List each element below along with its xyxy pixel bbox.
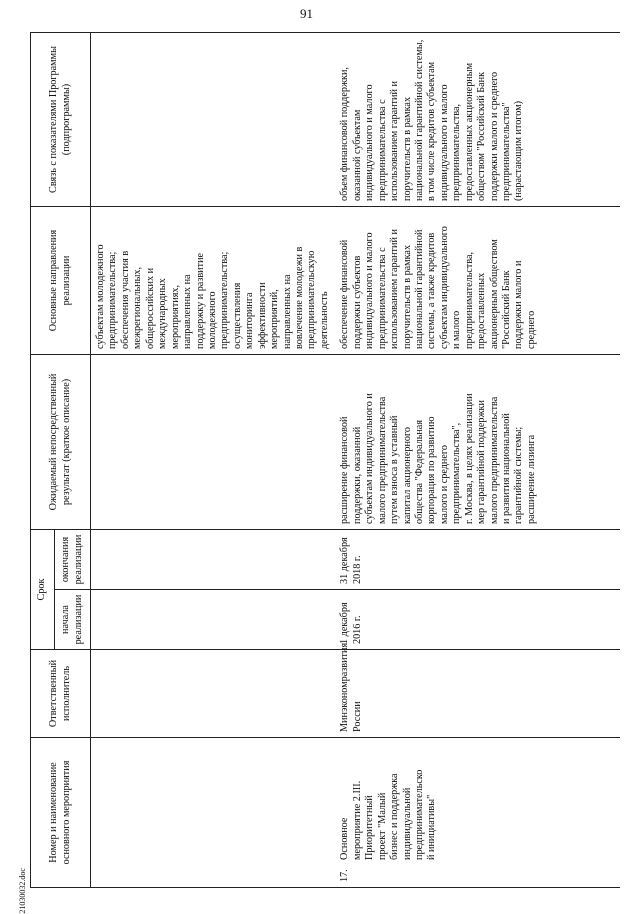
cell-17-result: расширение финансовой поддержки, оказанной субъектам индивидуального и малого предпринимательства путем взноса в уставный капитал акционерного общества "Федеральная корпорация по развитию малого и среднего предпринимательства", г. Москва, в целях реализации мер гарантийной поддержки малого предпринимательства и развития национальной гарантийной системы; расширение лизинга <box>335 355 620 530</box>
cell-17-link: объем финансовой поддержки, оказанной субъектам индивидуального и малого предпринимательства с использованием гарантий и поручительств в рамках национальной гарантийной системы, в том числе кредитов субъектам индивидуального и малого предпринимательства, предоставленных акционерным обществом "Российский Банк поддержки малого и среднего предпринимательства" (нарастающим итогом) <box>335 33 620 207</box>
cell-prev-link <box>91 33 336 207</box>
program-table <box>30 32 620 888</box>
cell-prev-result <box>91 355 336 530</box>
cell-prev-end <box>91 530 336 590</box>
header-end: окончания реализации <box>55 530 91 590</box>
header-responsible: Ответственный исполнитель <box>31 650 91 738</box>
header-term: Срок <box>31 530 55 650</box>
rotated-table-container <box>30 33 620 888</box>
header-result: Ожидаемый непосредственный результат (краткое описание) <box>31 355 91 530</box>
cell-17-start: 1 декабря 2016 г. <box>335 590 620 650</box>
table-row-17 <box>335 33 620 888</box>
row-number: 17. <box>339 869 351 882</box>
cell-prev-directions: субъектам молодежного предпринимательства; обеспечения участия в межрегиональных, общероссийских и международных мероприятиях, направленных на поддержку и развитие молодежного предпринимательства; осуществления мониторинга эффективности мероприятий, направленных на вовлечение молодежи в предпринимательскую деятельность <box>91 207 336 355</box>
cell-17-resp: Минэкономразвития России <box>335 650 620 738</box>
header-link: Связь с показателями Программы (подпрограммы) <box>31 33 91 207</box>
cell-prev-start <box>91 590 336 650</box>
cell-17-directions: обеспечение финансовой поддержки субъектов индивидуального и малого предпринимательства с использованием гарантий и поручительств в рамках национальной гарантийной системы, а также кредитов субъектам индивидуального и малого предпринимательства, предоставленных акционерным обществом "Российский Банк поддержки малого и среднего <box>335 207 620 355</box>
header-directions: Основные направления реализации <box>31 207 91 355</box>
header-name: Номер и наименование основного мероприятия <box>31 738 91 888</box>
cell-prev-name <box>91 738 336 888</box>
table-row-continued <box>91 33 336 888</box>
footer-document-code: 21030032.doc <box>18 868 27 914</box>
header-start: начала реализации <box>55 590 91 650</box>
event-name: Основное мероприятие 2.III. Приоритетный проект "Малый бизнес и поддержка индивидуальной предпринимательско й инициативы" <box>339 769 438 860</box>
cell-17-name <box>335 738 620 888</box>
cell-17-end: 31 декабря 2018 г. <box>335 530 620 590</box>
cell-prev-resp <box>91 650 336 738</box>
page-number: 91 <box>300 6 313 21</box>
